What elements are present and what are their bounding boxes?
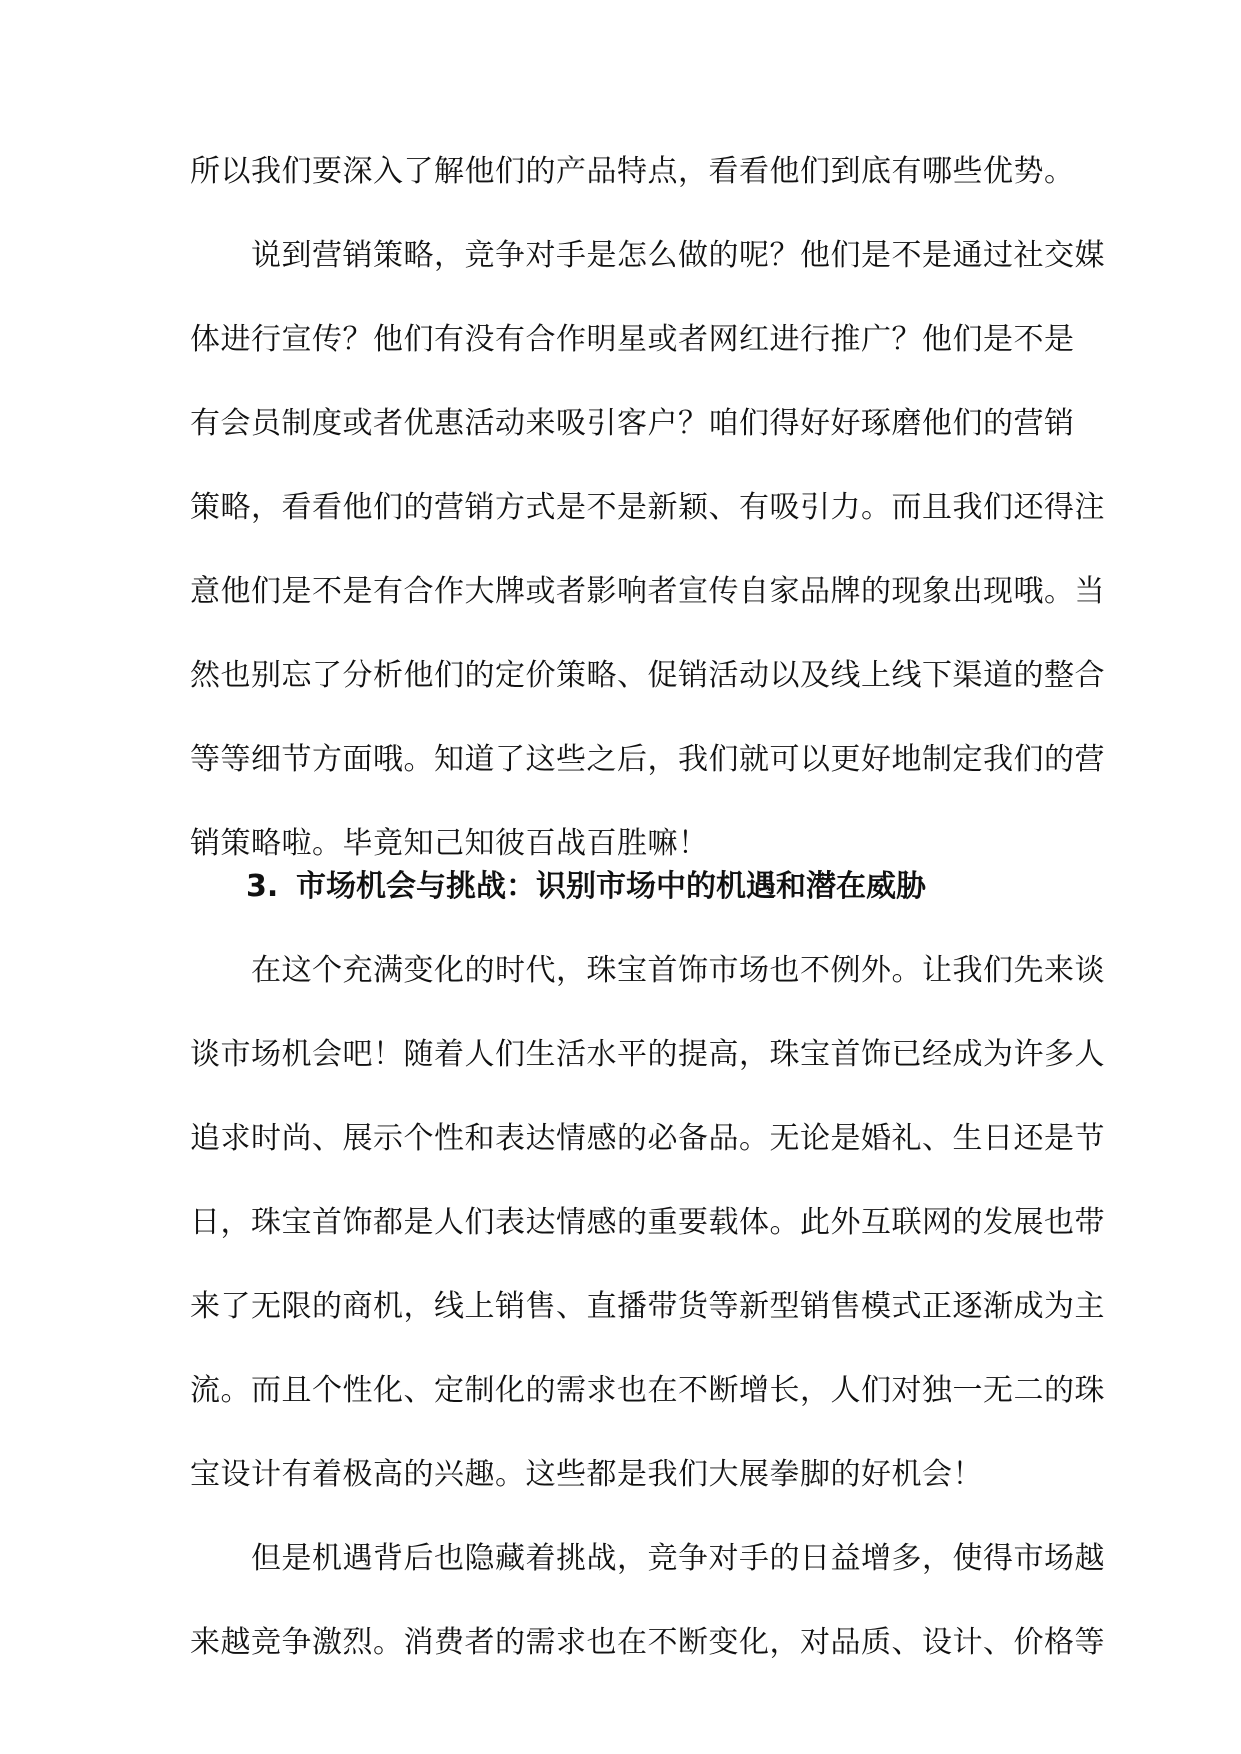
paragraph-line: 然也别忘了分析他们的定价策略、促销活动以及线上线下渠道的整合 bbox=[190, 658, 1105, 693]
paragraph-line: 策略，看看他们的营销方式是不是新颖、有吸引力。而且我们还得注 bbox=[190, 490, 1105, 525]
paragraph-line: 销策略啦。毕竟知己知彼百战百胜嘛！ bbox=[190, 826, 709, 861]
paragraph-line: 日，珠宝首饰都是人们表达情感的重要载体。此外互联网的发展也带 bbox=[190, 1205, 1105, 1240]
paragraph-line: 所以我们要深入了解他们的产品特点，看看他们到底有哪些优势。 bbox=[190, 154, 1075, 189]
paragraph-line: 在这个充满变化的时代，珠宝首饰市场也不例外。让我们先来谈 bbox=[190, 953, 1105, 988]
section-number: 3. bbox=[246, 869, 279, 904]
paragraph-line: 说到营销策略，竞争对手是怎么做的呢？他们是不是通过社交媒 bbox=[190, 238, 1105, 273]
paragraph-line: 意他们是不是有合作大牌或者影响者宣传自家品牌的现象出现哦。当 bbox=[190, 574, 1105, 609]
paragraph-line: 来了无限的商机，线上销售、直播带货等新型销售模式正逐渐成为主 bbox=[190, 1289, 1105, 1324]
text-block-top bbox=[190, 130, 1105, 886]
paragraph-line: 来越竞争激烈。消费者的需求也在不断变化，对品质、设计、价格等 bbox=[190, 1625, 1105, 1660]
paragraph-line: 但是机遇背后也隐藏着挑战，竞争对手的日益增多，使得市场越 bbox=[190, 1541, 1105, 1576]
text-block-section3 bbox=[190, 845, 1105, 1685]
section-heading bbox=[190, 845, 1050, 929]
paragraph-line: 等等细节方面哦。知道了这些之后，我们就可以更好地制定我们的营 bbox=[190, 742, 1105, 777]
paragraph-line: 宝设计有着极高的兴趣。这些都是我们大展拳脚的好机会！ bbox=[190, 1457, 983, 1492]
paragraph-line: 谈市场机会吧！随着人们生活水平的提高，珠宝首饰已经成为许多人 bbox=[190, 1037, 1105, 1072]
section-title: 市场机会与挑战：识别市场中的机遇和潜在威胁 bbox=[296, 869, 926, 904]
paragraph-line: 流。而且个性化、定制化的需求也在不断增长，人们对独一无二的珠 bbox=[190, 1373, 1105, 1408]
paragraph-line: 有会员制度或者优惠活动来吸引客户？咱们得好好琢磨他们的营销 bbox=[190, 406, 1075, 441]
paragraph-line: 体进行宣传？他们有没有合作明星或者网红进行推广？他们是不是 bbox=[190, 322, 1075, 357]
paragraph-line: 追求时尚、展示个性和表达情感的必备品。无论是婚礼、生日还是节 bbox=[190, 1121, 1105, 1156]
